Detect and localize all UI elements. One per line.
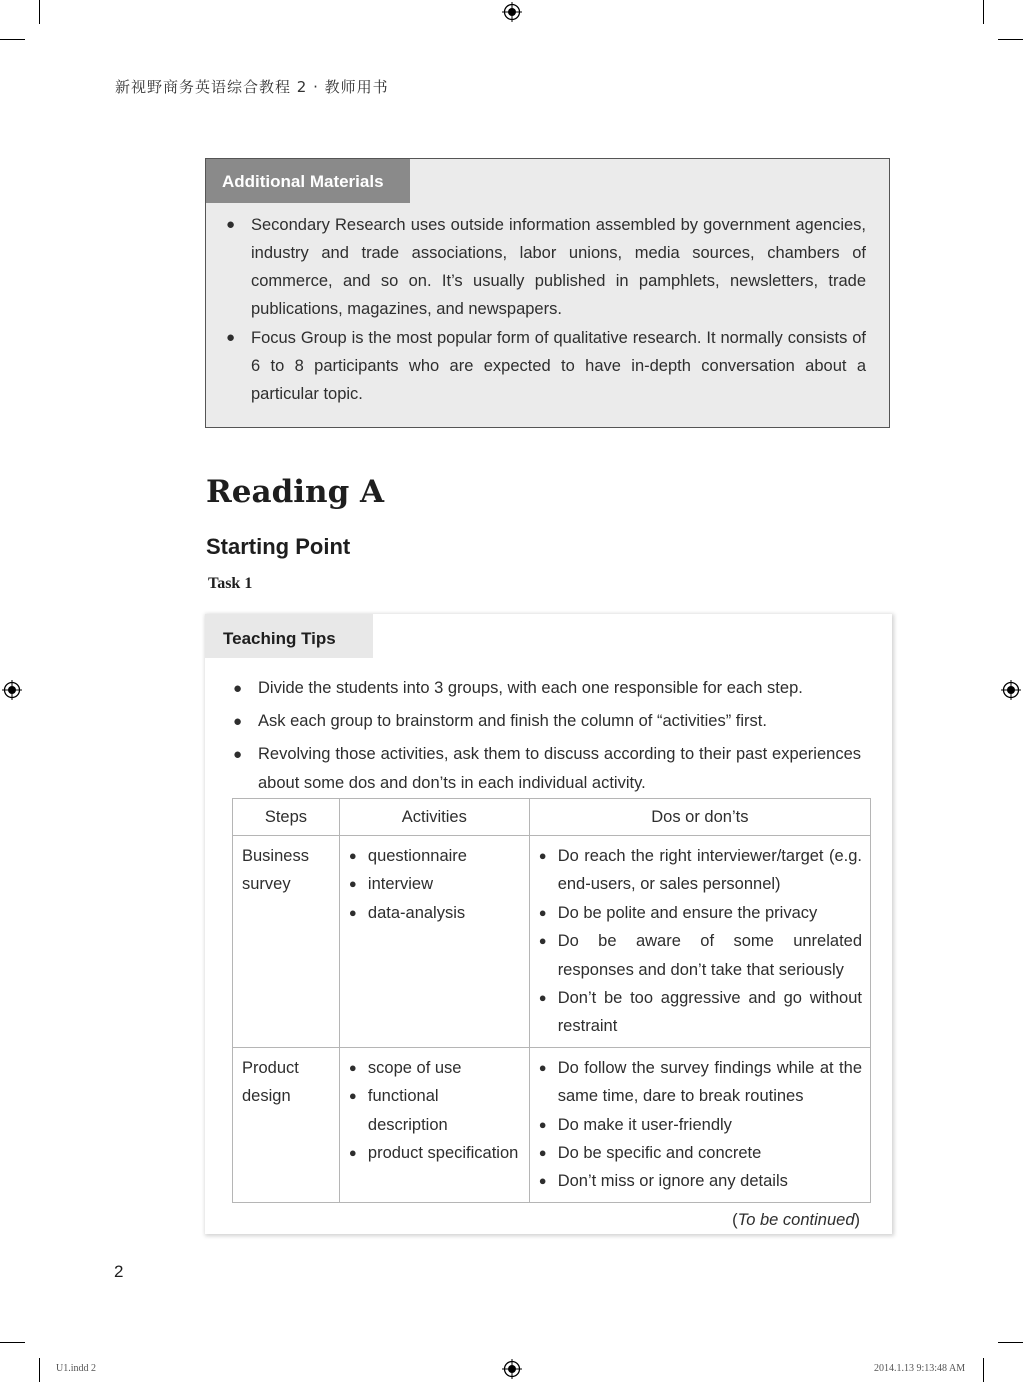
steps-table — [232, 798, 871, 1203]
step-cell: Business survey — [233, 836, 340, 1048]
additional-materials-box — [205, 158, 890, 428]
crop-mark — [39, 0, 40, 24]
bullet-icon: ● — [226, 329, 236, 346]
bullet-icon: ● — [538, 1173, 547, 1189]
slug-filename: U1.indd 2 — [56, 1363, 96, 1374]
additional-materials-list — [224, 211, 866, 409]
table-row — [233, 836, 871, 1048]
list-item: ● questionnaire — [349, 842, 521, 870]
activities-cell — [339, 1047, 529, 1202]
teaching-tips-title: Teaching Tips — [205, 614, 373, 658]
list-item: ● Focus Group is the most popular form of qualitative research. It normally consists of 6 to 8 participants who are expected to have in-depth conversation about a particular topic. — [224, 324, 866, 408]
bullet-icon: ● — [538, 1145, 547, 1161]
crop-mark — [998, 1342, 1023, 1343]
bullet-icon: ● — [233, 713, 243, 730]
bullet-icon: ● — [348, 848, 357, 863]
running-head: 新视野商务英语综合教程 2 · 教师用书 — [115, 78, 389, 96]
continued-text: To be continued — [737, 1211, 855, 1229]
to-be-continued: (To be continued) — [732, 1211, 860, 1229]
column-header-dos: Dos or don’ts — [529, 799, 870, 836]
table-row — [233, 1047, 871, 1202]
list-item: ● Do be polite and ensure the privacy — [539, 899, 862, 927]
subsection-title: Starting Point — [206, 534, 351, 559]
column-header-steps: Steps — [233, 799, 340, 836]
crop-mark — [983, 0, 984, 24]
crop-mark — [0, 39, 25, 40]
list-item: ● Do be aware of some unrelated responses and don’t take that seriously — [539, 927, 862, 984]
bullet-icon: ● — [233, 746, 243, 763]
bullet-icon: ● — [538, 933, 547, 949]
list-item: ● Do make it user-friendly — [539, 1111, 862, 1139]
bullet-icon: ● — [348, 876, 357, 892]
page-number: 2 — [114, 1262, 124, 1281]
activities-cell — [339, 836, 529, 1048]
bullet-icon: ● — [538, 990, 547, 1006]
registration-mark-icon — [502, 2, 522, 22]
list-item: ● functional description — [349, 1082, 521, 1139]
bullet-icon: ● — [538, 1116, 547, 1132]
bullet-icon: ● — [233, 680, 243, 697]
list-item: ● Don’t miss or ignore any details — [539, 1167, 862, 1195]
bullet-icon: ● — [348, 904, 357, 920]
bullet-icon: ● — [538, 1059, 547, 1075]
crop-mark — [998, 39, 1023, 40]
list-item: ● product specification — [349, 1139, 521, 1167]
bullet-icon: ● — [226, 216, 236, 233]
slug-timestamp: 2014.1.13 9:13:48 AM — [874, 1363, 966, 1374]
bullet-icon: ● — [538, 848, 547, 863]
dos-cell — [529, 1047, 870, 1202]
list-item: ● data-analysis — [349, 899, 521, 927]
bullet-icon: ● — [348, 1059, 357, 1075]
list-item: ● Do be specific and concrete — [539, 1139, 862, 1167]
list-item: ● Revolving those activities, ask them to discuss according to their past experiences about some dos and don’ts in each individual activity. — [231, 740, 861, 798]
list-item: ● Do reach the right interviewer/target (e.g. end-users, or sales personnel) — [539, 842, 862, 899]
crop-mark — [39, 1358, 40, 1382]
registration-mark-icon — [2, 680, 22, 700]
list-item: ● Don’t be too aggressive and go without restraint — [539, 984, 862, 1041]
additional-materials-title: Additional Materials — [206, 159, 410, 203]
bullet-icon: ● — [348, 1145, 357, 1161]
task-label: Task 1 — [208, 575, 253, 592]
crop-mark — [0, 1342, 25, 1343]
dos-cell — [529, 836, 870, 1048]
crop-mark — [983, 1358, 984, 1382]
list-item: ● Ask each group to brainstorm and finish the column of “activities” first. — [231, 707, 861, 736]
list-item: ● scope of use — [349, 1054, 521, 1082]
column-header-activities: Activities — [339, 799, 529, 836]
teaching-tips-box — [205, 614, 892, 1234]
registration-mark-icon — [1001, 680, 1021, 700]
list-item: ● Divide the students into 3 groups, with each one responsible for each step. — [231, 674, 861, 703]
step-cell: Product design — [233, 1047, 340, 1202]
list-item: ● interview — [349, 870, 521, 898]
bullet-icon: ● — [538, 904, 547, 920]
list-item: ● Secondary Research uses outside information assembled by government agencies, industry and trade associations, labor unions, media sources, chambers of commerce, and so on. It’s usually published in pamphlets, newsletters, trade publications, magazines, and newspapers. — [224, 211, 866, 323]
table-header-row — [233, 799, 871, 836]
teaching-tips-list — [231, 674, 861, 802]
list-item: ● Do follow the survey findings while at the same time, dare to break routines — [539, 1054, 862, 1111]
bullet-icon: ● — [348, 1088, 357, 1104]
section-title: Reading A — [206, 474, 385, 510]
registration-mark-icon — [502, 1359, 522, 1379]
